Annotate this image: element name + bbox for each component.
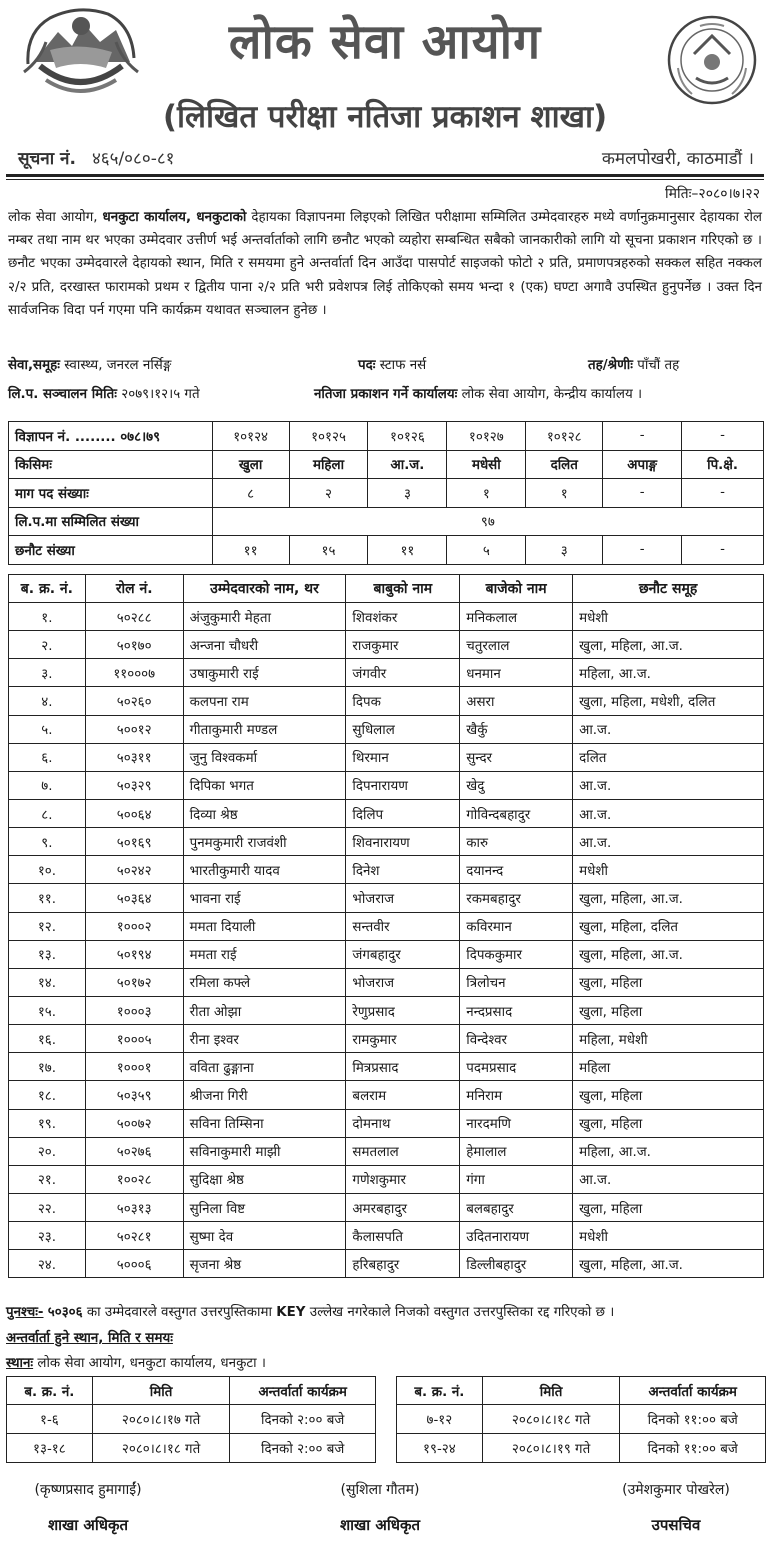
table-cell: कविरमान [460, 912, 573, 940]
table-cell: १६. [9, 1025, 86, 1053]
table-row [9, 631, 764, 659]
table-cell: रामकुमार [346, 1025, 460, 1053]
table-cell: कलपना राम [183, 687, 346, 715]
vacancy-cell: ३ [526, 536, 603, 565]
table-cell: ३. [9, 659, 86, 687]
table-cell: उदितनारायण [460, 1222, 573, 1250]
notice-body: लोक सेवा आयोग, धनकुटा कार्यालय, धनकुटाको देहायका विज्ञापनमा लिइएको लिखित परीक्षामा सम्मिलित उम्मेदवारहरु मध्ये वर्णानुक्रमानुसार देहायका रोल नम्बर तथा नाम थर भएका उम्मेदवार उत्तीर्ण भई अन्तर्वार्ताको लागि छनौट भएको व्यहोरा सम्बन्धित सबैको जानकारीको लागि यो सूचना प्रकाशन गरिएको छ । छनौट भएका उम्मेदवारले देहायको स्थान, मिति र समयमा हुने अन्तर्वार्ता दिन आउँदा पासपोर्ट साइजको फोटो २ प्रति, प्रमाणपत्रहरुको सक्कल सहित नक्कल २/२ प्रति, दरखास्त फारामको प्रथम र द्वितीय पाना २/२ प्रति भरी प्रवेशपत्र लिई तोकिएको समय भन्दा १ (एक) घण्टा अगावै उपस्थित हुनुपर्नेछ । उक्त दिन सार्वजनिक विदा पर्न गएमा पनि कार्यक्रम यथावत सञ्चालन हुनेछ । [8, 210, 762, 318]
table-row [9, 1081, 764, 1109]
table-cell: सविनाकुमारी माझी [183, 1137, 346, 1165]
table-cell: शिवनारायण [346, 828, 460, 856]
table-cell: ५०३११ [85, 743, 183, 771]
table-cell: जंगवीर [346, 659, 460, 687]
table-row [9, 828, 764, 856]
signature-2: (सुशिला गौतम) शाखा अधिकृत [339, 1482, 421, 1534]
table-cell: मधेशी [573, 603, 764, 631]
table-cell: ५००७२ [85, 1109, 183, 1137]
table-cell: रेणुप्रसाद [346, 996, 460, 1024]
table-cell: आ.ज. [573, 799, 764, 827]
vacancy-cell: अपाङ्ग [603, 450, 682, 479]
signature-3: (उमेशकुमार पोखरेल) उपसचिव [622, 1482, 730, 1534]
vacancy-cell: आ.ज. [368, 450, 447, 479]
table-cell: चतुरलाल [460, 631, 573, 659]
results-column-header: उम्मेदवारको नाम, थर [183, 575, 346, 603]
table-row [9, 1222, 764, 1250]
table-cell: ५०३६४ [85, 884, 183, 912]
table-cell: १५. [9, 996, 86, 1024]
table-cell: शिवशंकर [346, 603, 460, 631]
table-row [9, 1165, 764, 1193]
table-cell: कैलासपति [346, 1222, 460, 1250]
table-cell: दलित [573, 743, 764, 771]
table-cell: अंजुकुमारी मेहता [183, 603, 346, 631]
vacancy-row-label: माग पद संख्याः [9, 479, 213, 508]
table-cell: आ.ज. [573, 828, 764, 856]
table-cell: खुला, महिला, आ.ज. [573, 1250, 764, 1278]
table-cell: अन्जना चौधरी [183, 631, 346, 659]
table-cell: श्रीजना गिरी [183, 1081, 346, 1109]
vacancy-cell: १ [526, 479, 603, 508]
table-cell: ५०२६० [85, 687, 183, 715]
table-cell: दिपिका भगत [183, 771, 346, 799]
table-cell: त्रिलोचन [460, 968, 573, 996]
table-cell: मित्रप्रसाद [346, 1053, 460, 1081]
vacancy-cell: महिला [289, 450, 368, 479]
vacancy-cell: मधेसी [447, 450, 526, 479]
office-location: कमलपोखरी, काठमाडौं । [601, 149, 754, 169]
table-cell: मधेशी [573, 1222, 764, 1250]
vacancy-cell: ८ [212, 479, 289, 508]
table-cell: जंगबहादुर [346, 940, 460, 968]
table-cell: ८. [9, 799, 86, 827]
table-cell: उषाकुमारी राई [183, 659, 346, 687]
table-cell: गंगा [460, 1165, 573, 1193]
table-row [9, 715, 764, 743]
document-header [0, 0, 770, 170]
table-row [9, 1053, 764, 1081]
table-cell: मनिराम [460, 1081, 573, 1109]
table-row [9, 856, 764, 884]
table-cell: समतलाल [346, 1137, 460, 1165]
table-cell: ५००१२ [85, 715, 183, 743]
selected-count-row [9, 536, 764, 565]
postscript-note: पुनश्चः- ५०३०६ का उम्मेदवारले वस्तुगत उत्तरपुस्तिकामा KEY उल्लेख नगरेकाले निजको वस्तुगत उत्तरपुस्तिका रद्द गरिएको छ । [6, 1305, 615, 1320]
vacancy-table [8, 421, 764, 565]
table-row [9, 968, 764, 996]
table-cell: पदमप्रसाद [460, 1053, 573, 1081]
table-cell: भोजराज [346, 968, 460, 996]
table-cell: दिपककुमार [460, 940, 573, 968]
vacancy-row-label: विज्ञापन नं. ........ ०७८।७९ [9, 422, 213, 451]
interview-venue: स्थानः लोक सेवा आयोग, धनकुटा कार्यालय, धनकुटा । [6, 1356, 266, 1371]
table-cell: ५०२८८ [85, 603, 183, 631]
table-cell: आ.ज. [573, 771, 764, 799]
vacancy-cell: - [603, 536, 682, 565]
results-column-header: ब. क्र. नं. [9, 575, 86, 603]
table-cell: १००२८ [85, 1165, 183, 1193]
schedule-row [397, 1405, 766, 1434]
table-cell: आ.ज. [573, 715, 764, 743]
table-cell: महिला, आ.ज. [573, 659, 764, 687]
schedule-table-right [396, 1376, 766, 1463]
table-cell: ५०२८१ [85, 1222, 183, 1250]
table-cell: सुनिला विष्ट [183, 1193, 346, 1221]
table-cell: २४. [9, 1250, 86, 1278]
table-cell: सुदिक्षा श्रेष्ठ [183, 1165, 346, 1193]
service-info-row: सेवा,समूहः स्वास्थ्य, जनरल नर्सिङ्ग पदः स्टाफ नर्स तह/श्रेणीः पाँचौं तह [8, 358, 680, 373]
header-rule-thick [6, 174, 764, 177]
table-row [9, 940, 764, 968]
table-cell: खुला, महिला, आ.ज. [573, 940, 764, 968]
results-table [8, 574, 764, 1278]
schedule-cell: २०८०।८।१७ गते [92, 1405, 230, 1434]
table-cell: १४. [9, 968, 86, 996]
written-exam-label: लि.प.मा सम्मिलित संख्या [9, 507, 213, 536]
table-cell: खुला, महिला [573, 1109, 764, 1137]
table-cell: ५०२७६ [85, 1137, 183, 1165]
table-cell: ५०२४२ [85, 856, 183, 884]
table-cell: महिला [573, 1053, 764, 1081]
table-cell: गोविन्दबहादुर [460, 799, 573, 827]
vacancy-cell: १०१२६ [368, 422, 447, 451]
vacancy-cell: १०१२५ [289, 422, 368, 451]
exam-info-row: लि.प. सञ्चालन मितिः २०७९।१२।५ गते नतिजा प्रकाशन गर्ने कार्यालयः लोक सेवा आयोग, केन्द्रीय कार्यालय । [8, 387, 643, 402]
table-cell: २०. [9, 1137, 86, 1165]
table-cell: १२. [9, 912, 86, 940]
vacancy-cell: - [682, 536, 764, 565]
results-column-header: छनौट समूह [573, 575, 764, 603]
demand-row [9, 479, 764, 508]
table-cell: सुधिलाल [346, 715, 460, 743]
vacancy-cell: - [603, 422, 682, 451]
table-cell: नारदमणि [460, 1109, 573, 1137]
table-row [9, 1193, 764, 1221]
table-cell: कारु [460, 828, 573, 856]
table-cell: आ.ज. [573, 1165, 764, 1193]
table-cell: ममता दियाली [183, 912, 346, 940]
table-cell: भोजराज [346, 884, 460, 912]
table-cell: ९. [9, 828, 86, 856]
table-cell: रीता ओझा [183, 996, 346, 1024]
table-cell: बलराम [346, 1081, 460, 1109]
table-cell: डिल्लीबहादुर [460, 1250, 573, 1278]
table-cell: ममता राई [183, 940, 346, 968]
table-cell: विन्देश्वर [460, 1025, 573, 1053]
table-row [9, 603, 764, 631]
results-column-header: बाबुको नाम [346, 575, 460, 603]
vacancy-row-label: किसिमः [9, 450, 213, 479]
table-cell: मधेशी [573, 856, 764, 884]
branch-name: (लिखित परीक्षा नतिजा प्रकाशन शाखा) [162, 99, 608, 135]
table-cell: १०००२ [85, 912, 183, 940]
schedule-column-header: ब. क्र. नं. [7, 1377, 93, 1405]
schedule-cell: दिनको २:०० बजे [230, 1434, 376, 1463]
table-cell: भावना राई [183, 884, 346, 912]
table-cell: रमिला कफ्ले [183, 968, 346, 996]
table-row [9, 1250, 764, 1278]
vacancy-cell: - [682, 479, 764, 508]
schedule-cell: दिनको ११:०० बजे [620, 1405, 766, 1434]
vacancy-cell: १०१२७ [447, 422, 526, 451]
schedule-cell: १९-२४ [397, 1434, 483, 1463]
header-rule-thin [6, 179, 764, 180]
table-row [9, 799, 764, 827]
table-row [9, 659, 764, 687]
schedule-cell: २०८०।८।१९ गते [482, 1434, 620, 1463]
table-cell: रीना इश्वर [183, 1025, 346, 1053]
table-cell: दयानन्द [460, 856, 573, 884]
schedule-cell: दिनको ११:०० बजे [620, 1434, 766, 1463]
table-cell: महिला, आ.ज. [573, 1137, 764, 1165]
table-cell: १०००५ [85, 1025, 183, 1053]
schedule-column-header: मिति [482, 1377, 620, 1405]
table-cell: ६. [9, 743, 86, 771]
table-cell: खैर्कु [460, 715, 573, 743]
table-cell: ५००६४ [85, 799, 183, 827]
table-cell: खेदु [460, 771, 573, 799]
results-column-header: बाजेको नाम [460, 575, 573, 603]
table-cell: ११. [9, 884, 86, 912]
table-cell: नन्दप्रसाद [460, 996, 573, 1024]
table-cell: खुला, महिला, दलित [573, 912, 764, 940]
table-cell: ५०१७० [85, 631, 183, 659]
table-cell: ५०३५९ [85, 1081, 183, 1109]
table-cell: ५०००६ [85, 1250, 183, 1278]
vacancy-cell: १०१२८ [526, 422, 603, 451]
table-cell: खुला, महिला [573, 968, 764, 996]
table-row [9, 743, 764, 771]
vacancy-cell: खुला [212, 450, 289, 479]
schedule-column-header: अन्तर्वार्ता कार्यक्रम [620, 1377, 766, 1405]
vacancy-cell: २ [289, 479, 368, 508]
notice-number: सूचना नं. ४६५/०८०-८१ [18, 149, 175, 169]
vacancy-cell: ११ [368, 536, 447, 565]
table-cell: जुनु विश्वकर्मा [183, 743, 346, 771]
schedule-cell: १३-१८ [7, 1434, 93, 1463]
table-cell: १८. [9, 1081, 86, 1109]
table-row [9, 1137, 764, 1165]
schedule-column-header: मिति [92, 1377, 230, 1405]
table-cell: खुला, महिला [573, 1081, 764, 1109]
table-row [9, 1109, 764, 1137]
psc-seal-icon [666, 14, 758, 106]
table-cell: दिपक [346, 687, 460, 715]
advertisement-row [9, 422, 764, 451]
table-cell: ५. [9, 715, 86, 743]
table-cell: रकमबहादुर [460, 884, 573, 912]
table-cell: १. [9, 603, 86, 631]
schedule-cell: १-६ [7, 1405, 93, 1434]
results-column-header: रोल नं. [85, 575, 183, 603]
vacancy-cell: १५ [289, 536, 368, 565]
written-exam-row [9, 507, 764, 536]
table-cell: ५०१७२ [85, 968, 183, 996]
organization-name: लोक सेवा आयोग [228, 14, 542, 70]
table-cell: गीताकुमारी मण्डल [183, 715, 346, 743]
table-cell: ५०१९४ [85, 940, 183, 968]
table-cell: दिव्या श्रेष्ठ [183, 799, 346, 827]
table-cell: ४. [9, 687, 86, 715]
table-cell: ५०१६९ [85, 828, 183, 856]
schedule-column-header: ब. क्र. नं. [397, 1377, 483, 1405]
table-cell: खुला, महिला, आ.ज. [573, 631, 764, 659]
table-cell: १९. [9, 1109, 86, 1137]
table-cell: हरिबहादुर [346, 1250, 460, 1278]
table-cell: भारतीकुमारी यादव [183, 856, 346, 884]
vacancy-cell: ३ [368, 479, 447, 508]
table-cell: खुला, महिला, मधेशी, दलित [573, 687, 764, 715]
table-cell: थिरमान [346, 743, 460, 771]
schedule-row [7, 1405, 376, 1434]
table-cell: खुला, महिला, आ.ज. [573, 884, 764, 912]
table-cell: २१. [9, 1165, 86, 1193]
table-cell: महिला, मधेशी [573, 1025, 764, 1053]
table-cell: दिपनारायण [346, 771, 460, 799]
table-cell: खुला, महिला [573, 996, 764, 1024]
vacancy-cell: पि.क्षे. [682, 450, 764, 479]
table-cell: १०००१ [85, 1053, 183, 1081]
table-row [9, 1025, 764, 1053]
table-cell: अमरबहादुर [346, 1193, 460, 1221]
table-cell: मनिकलाल [460, 603, 573, 631]
schedule-table-left [6, 1376, 376, 1463]
table-row [9, 771, 764, 799]
vacancy-cell: १०१२४ [212, 422, 289, 451]
table-cell: सन्तवीर [346, 912, 460, 940]
signature-1: (कृष्णप्रसाद हुमागाईं) शाखा अधिकृत [34, 1482, 142, 1534]
table-cell: ५०३२९ [85, 771, 183, 799]
table-cell: १३. [9, 940, 86, 968]
vacancy-cell: - [603, 479, 682, 508]
table-cell: धनमान [460, 659, 573, 687]
table-cell: वविता ढुङ्गाना [183, 1053, 346, 1081]
table-cell: २३. [9, 1222, 86, 1250]
table-cell: असरा [460, 687, 573, 715]
table-cell: १०००३ [85, 996, 183, 1024]
table-cell: ७. [9, 771, 86, 799]
vacancy-cell: दलित [526, 450, 603, 479]
category-row [9, 450, 764, 479]
vacancy-cell: - [682, 422, 764, 451]
table-cell: दिनेश [346, 856, 460, 884]
table-cell: ११०००७ [85, 659, 183, 687]
table-cell: २२. [9, 1193, 86, 1221]
schedule-cell: २०८०।८।१८ गते [482, 1405, 620, 1434]
table-cell: दोमनाथ [346, 1109, 460, 1137]
vacancy-cell: १ [447, 479, 526, 508]
table-row [9, 912, 764, 940]
table-cell: १७. [9, 1053, 86, 1081]
table-cell: दिलिप [346, 799, 460, 827]
table-cell: २. [9, 631, 86, 659]
table-cell: राजकुमार [346, 631, 460, 659]
table-cell: गणेशकुमार [346, 1165, 460, 1193]
schedule-cell: ७-१२ [397, 1405, 483, 1434]
table-cell: सृजना श्रेष्ठ [183, 1250, 346, 1278]
vacancy-cell: ११ [212, 536, 289, 565]
table-cell: सुष्मा देव [183, 1222, 346, 1250]
table-cell: बलबहादुर [460, 1193, 573, 1221]
schedule-cell: २०८०।८।१८ गते [92, 1434, 230, 1463]
table-row [9, 884, 764, 912]
results-header-row [9, 575, 764, 603]
schedule-cell: दिनको २:०० बजे [230, 1405, 376, 1434]
schedule-row [7, 1434, 376, 1463]
vacancy-cell: ५ [447, 536, 526, 565]
table-cell: सविना तिम्सिना [183, 1109, 346, 1137]
table-cell: सुन्दर [460, 743, 573, 771]
notice-date: मितिः–२०८०।७।२२ [664, 186, 760, 202]
table-row [9, 687, 764, 715]
table-row [9, 996, 764, 1024]
schedule-row [397, 1434, 766, 1463]
vacancy-row-label: छनौट संख्या [9, 536, 213, 565]
schedule-column-header: अन्तर्वार्ता कार्यक्रम [230, 1377, 376, 1405]
table-cell: हेमालाल [460, 1137, 573, 1165]
interview-heading: अन्तर्वार्ता हुने स्थान, मिति र समयः [6, 1331, 173, 1346]
written-exam-value: ९७ [212, 507, 763, 536]
table-cell: ५०३१३ [85, 1193, 183, 1221]
table-cell: १०. [9, 856, 86, 884]
table-cell: पुनमकुमारी राजवंशी [183, 828, 346, 856]
table-cell: खुला, महिला [573, 1193, 764, 1221]
